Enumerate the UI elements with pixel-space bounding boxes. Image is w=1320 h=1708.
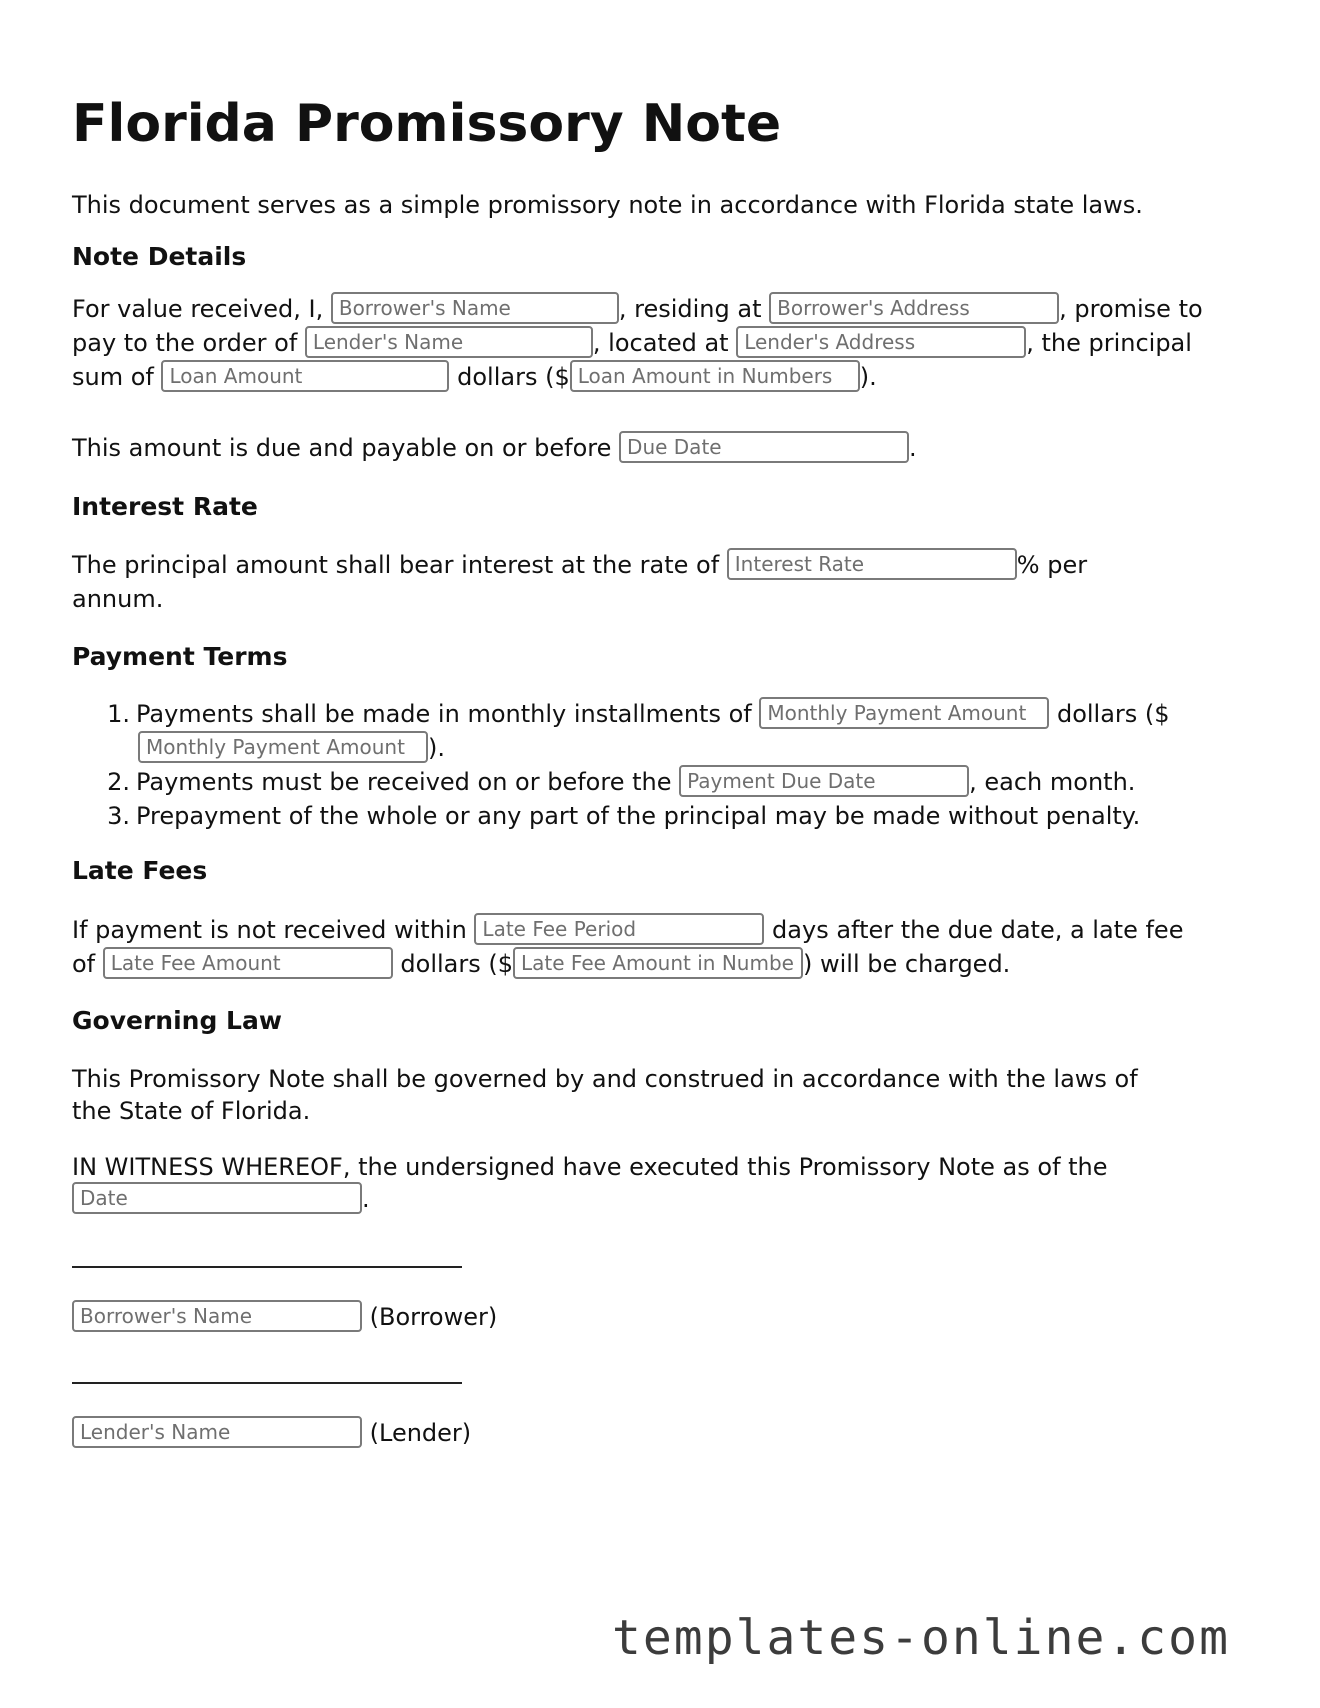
list-number: 1. (107, 700, 130, 728)
text-segment: % per (1016, 551, 1088, 579)
note-details-line-1 (72, 292, 1203, 326)
interest-rate-paragraph (72, 548, 1087, 616)
witness-line-1: IN WITNESS WHEREOF, the undersigned have executed this Promissory Note as of the (72, 1153, 1108, 1181)
text-segment: , each month. (969, 768, 1136, 796)
lender-signature-line (72, 1382, 462, 1384)
due-date-paragraph (72, 431, 917, 465)
list-item (98, 697, 1170, 731)
interest-line-2: annum. (72, 585, 164, 613)
payment-terms-list (107, 697, 1170, 833)
monthly-payment-amount-field[interactable] (759, 697, 1049, 729)
note-details-heading: Note Details (72, 242, 247, 271)
list-item (98, 765, 1170, 799)
payment-due-date-field[interactable] (679, 765, 969, 797)
text-segment: , located at (592, 329, 737, 357)
lender-name-field[interactable] (305, 326, 593, 358)
text-segment: , promise to (1059, 295, 1203, 323)
text-segment: For value received, I, (72, 295, 331, 323)
interest-rate-field[interactable] (727, 548, 1017, 580)
governing-law-heading: Governing Law (72, 1006, 282, 1035)
witness-paragraph (72, 1150, 1108, 1214)
text-segment: . (362, 1185, 370, 1213)
list-number: 2. (107, 768, 130, 796)
loan-amount-field[interactable] (161, 360, 449, 392)
text-segment: sum of (72, 363, 162, 391)
text-segment: If payment is not received within (72, 916, 475, 944)
governing-law-line-2: the State of Florida. (72, 1097, 311, 1125)
late-fees-line-1 (72, 913, 1183, 947)
borrower-label: (Borrower) (362, 1303, 498, 1331)
borrower-signature-line (72, 1266, 462, 1268)
late-fees-line-2 (72, 947, 1183, 981)
text-segment: ). (859, 363, 877, 391)
late-fee-period-field[interactable] (474, 913, 764, 945)
witness-date-field[interactable] (72, 1182, 362, 1214)
borrower-signature-name-field[interactable] (72, 1300, 362, 1332)
note-details-paragraph (72, 292, 1203, 394)
lender-label: (Lender) (362, 1419, 472, 1447)
loan-amount-numbers-field[interactable] (570, 360, 860, 392)
text-segment: Prepayment of the whole or any part of the principal may be made without penalty. (136, 802, 1141, 830)
due-date-field[interactable] (619, 431, 909, 463)
text-segment: , the principal (1026, 329, 1192, 357)
lender-signature-row (72, 1416, 471, 1450)
late-fees-paragraph (72, 913, 1183, 981)
late-fee-amount-field[interactable] (103, 947, 393, 979)
text-segment: This amount is due and payable on or before (72, 434, 620, 462)
page-title: Florida Promissory Note (72, 94, 782, 154)
text-segment: Payments must be received on or before the (136, 768, 680, 796)
text-segment: Payments shall be made in monthly installments of (136, 700, 760, 728)
borrower-signature-row (72, 1300, 497, 1334)
late-fee-amount-numbers-field[interactable] (513, 947, 803, 979)
text-segment: , residing at (618, 295, 770, 323)
borrower-name-field[interactable] (331, 292, 619, 324)
text-segment: days after the due date, a late fee (764, 916, 1184, 944)
text-segment: The principal amount shall bear interest at the rate of (72, 551, 727, 579)
text-segment: of (72, 950, 103, 978)
late-fees-heading: Late Fees (72, 856, 208, 885)
note-details-line-3 (72, 360, 1203, 394)
interest-line-1 (72, 548, 1087, 582)
watermark: templates-online.com (612, 1610, 1230, 1666)
payment-terms-heading: Payment Terms (72, 642, 288, 671)
borrower-address-field[interactable] (769, 292, 1059, 324)
text-segment: ). (428, 734, 445, 762)
lender-address-field[interactable] (736, 326, 1026, 358)
list-number: 3. (107, 802, 130, 830)
text-segment: ) will be charged. (803, 950, 1011, 978)
governing-law-line-1: This Promissory Note shall be governed by and construed in accordance with the laws of (72, 1065, 1138, 1093)
list-item (98, 799, 1170, 833)
monthly-payment-numbers-field[interactable] (138, 731, 428, 763)
text-segment: dollars ($ (1049, 700, 1170, 728)
text-segment: . (909, 434, 917, 462)
witness-line-2 (72, 1182, 1108, 1214)
lender-signature-name-field[interactable] (72, 1416, 362, 1448)
interest-rate-heading: Interest Rate (72, 492, 258, 521)
text-segment: dollars ($ (392, 950, 513, 978)
governing-law-paragraph (72, 1062, 1138, 1126)
note-details-line-2 (72, 326, 1203, 360)
text-segment: pay to the order of (72, 329, 305, 357)
text-segment: dollars ($ (449, 363, 570, 391)
list-item-continuation (138, 731, 1170, 765)
intro-paragraph: This document serves as a simple promissory note in accordance with Florida state laws. (72, 191, 1143, 219)
